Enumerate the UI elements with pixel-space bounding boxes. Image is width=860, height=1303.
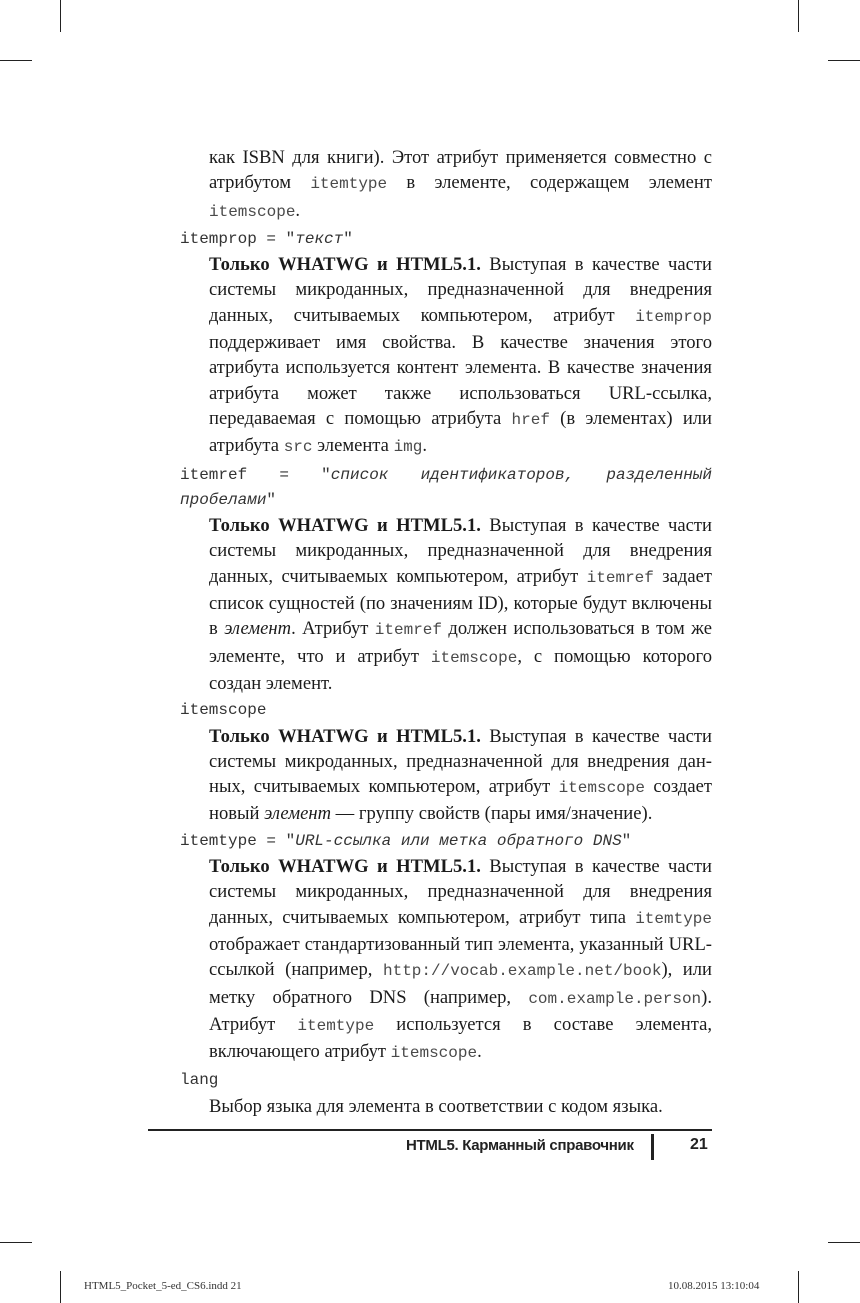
crop-mark [60, 1271, 61, 1303]
itemref-term: itemref = "список идентификаторов, разделенный пробелами" [180, 465, 712, 509]
crop-mark [828, 60, 860, 61]
itemref-description: Только WHATWG и HTML5.1. Выступая в качестве части системы микроданных, предназначенной для внедрения данных, считываемых компьютером, атрибут itemref задает список сущностей (по значениям ID), которые будут включены в элемент. Атрибут itemref должен использоваться в том же элементе, что и атрибут itemscope, с помощью которого создан элемент. [209, 515, 713, 694]
itemtype-description: Только WHATWG и HTML5.1. Выступая в качестве части системы микроданных, предназначенной для внедрения данных, считываемых компьютером, атрибут типа itemtype отображает стандартизованный тип элемента, указанный URL-ссылкой (например, http://vocab.example.net/book), или метку обратного DNS (например, com.example.person). Атрибут itemtype используется в составе элемента, включающего атрибут itemscope. [209, 856, 712, 1063]
crop-mark [60, 0, 61, 32]
itemprop-description: Только WHATWG и HTML5.1. Выступая в качестве части системы микроданных, предназначенной для внедрения данных, считываемых компьютером, атрибут itemprop поддерживает имя свойства. В качестве значения этого атрибута используется контент элемента. В качестве значения атрибута может также использоваться URL-ссылка, передаваемая с помощью атрибута href (в элементах) или атрибута src элемента img. [209, 254, 712, 457]
crop-mark [0, 1242, 32, 1243]
crop-mark [0, 60, 32, 61]
itemscope-description: Только WHATWG и HTML5.1. Выступая в качестве части системы микроданных, предназначенной для внедрения данных, считываемых компьютером, атрибут itemscope создает новый элемент — группу свойств (пары имя/значение). [209, 725, 712, 825]
print-slug-date: 10.08.2015 13:10:04 [668, 1280, 760, 1292]
itemtype-term: itemtype = "URL-ссылка или метка обратного DNS" [180, 831, 632, 850]
print-slug-file: HTML5_Pocket_5-ed_CS6.indd 21 [84, 1280, 242, 1292]
page-number: 21 [690, 1136, 708, 1153]
footer-rule [148, 1129, 712, 1131]
running-footer-title: HTML5. Карманный справочник [406, 1137, 634, 1154]
lang-description: Выбор языка для элемента в соответствии с кодом языка. [209, 1095, 663, 1117]
intro-paragraph: как ISBN для книги). Этот атрибут применяется совместно с атрибутом itemtype в элементе, содержащем элемент itemscope. [209, 147, 712, 221]
itemprop-term: itemprop = "текст" [180, 229, 353, 248]
itemscope-term: itemscope [180, 701, 267, 720]
crop-mark [798, 1271, 799, 1303]
lang-term: lang [180, 1071, 219, 1090]
crop-mark [798, 0, 799, 32]
crop-mark [828, 1242, 860, 1243]
page-body [180, 145, 712, 1121]
footer-divider [651, 1134, 654, 1160]
